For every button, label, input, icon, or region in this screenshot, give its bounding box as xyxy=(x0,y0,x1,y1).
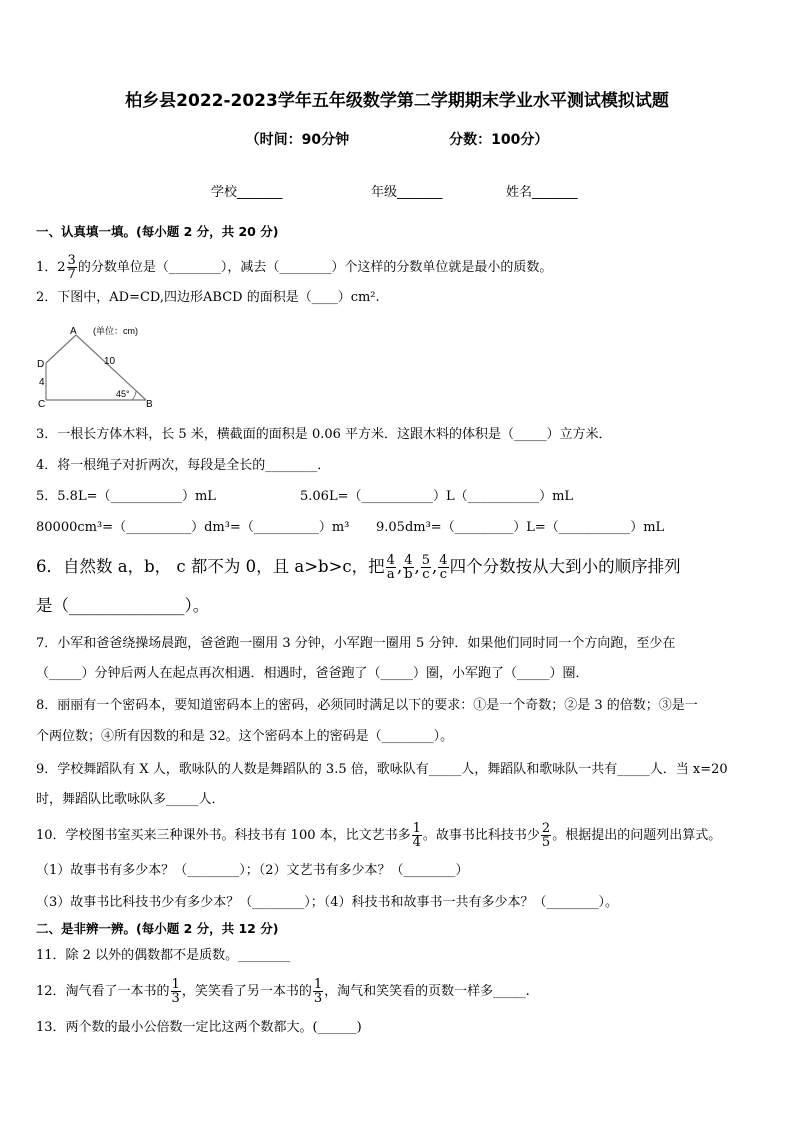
q12-text-mid: ，笑笑看了另一本书的 xyxy=(181,984,312,999)
question-8-line-2: 个两位数；④所有因数的和是 32。这个密码本上的密码是（________）。 xyxy=(36,729,454,744)
q5-part-d: 9.05dm³=（_________）L=（___________）mL xyxy=(376,520,665,535)
question-6: 6．自然数 a，b， c 都不为 0，且 a>b>c，把 $\frac{4}{a}$ , $\frac{4}{b}$ , $\frac{5}{c}$ , $\frac{4}{c}$ 四个分数按从大到小的顺序排列 xyxy=(36,553,681,582)
question-11: 11．除 2 以外的偶数都不是质数。________ xyxy=(36,948,291,963)
q6-f4-num: 4 xyxy=(439,553,448,568)
page-title: 柏乡县2022-2023学年五年级数学第二学期期末学业水平测试模拟试题 xyxy=(125,91,669,111)
angle-label: 45° xyxy=(116,389,130,399)
q6-f3-num: 5 xyxy=(421,553,431,568)
q12-f2-num: 1 xyxy=(313,977,323,992)
q10-text-end: 。根据提出的问题列出算式。 xyxy=(552,828,722,843)
q1-fraction xyxy=(67,254,77,281)
question-6-line-2: 是（______________）。 xyxy=(36,596,210,615)
question-2: 2．下图中，AD=CD,四边形ABCD 的面积是（____）cm². xyxy=(36,290,380,305)
q10-fraction-2 xyxy=(541,822,551,849)
q1-whole: 1．2 xyxy=(36,260,66,275)
q5-part-b: 5.06L=（___________）L（___________）mL xyxy=(300,489,574,504)
question-10-sub-2: （3）故事书比科技书少有多少本？（________）；（4）科技书和故事书一共有多少本？（________）。 xyxy=(36,895,619,910)
name-field: 姓名_______ xyxy=(506,185,578,200)
q6-text-start: 6．自然数 a，b， c 都不为 0，且 a>b>c，把 xyxy=(36,557,385,576)
question-3: 3．一根长方体木料，长 5 米，横截面的面积是 0.06 平方米．这跟木料的体积是（_____）立方米． xyxy=(36,427,612,442)
question-5-row-2 xyxy=(36,518,764,538)
side-dc-label: 4 xyxy=(39,377,45,388)
q1-text: 的分数单位是（________），减去（________）个这样的分数单位就是最小的质数。 xyxy=(77,260,553,275)
q12-f1-den: 3 xyxy=(171,991,180,1006)
question-1 xyxy=(36,254,764,281)
school-field: 学校_______ xyxy=(211,185,283,200)
question-4: 4．将一根绳子对折两次，每段是全长的________． xyxy=(36,458,331,473)
section-heading-2: 二、是非辨一辨。(每小题 2 分，共 12 分) xyxy=(36,921,279,936)
section-heading-1: 一、认真填一填。(每小题 2 分，共 20 分) xyxy=(36,224,279,239)
q6-fraction-2 xyxy=(403,554,413,581)
q12-text-end: ，淘气和笑笑看的页数一样多_____. xyxy=(324,984,530,999)
unit-label: (单位：cm) xyxy=(93,326,138,336)
trapezoid-figure xyxy=(36,322,166,412)
q10-text-mid: 。故事书比科技书少 xyxy=(422,828,540,843)
side-ab-label: 10 xyxy=(104,356,116,367)
question-5-row-1 xyxy=(36,487,764,507)
q10-f2-num: 2 xyxy=(541,821,551,836)
exam-subtitle xyxy=(0,129,794,149)
q10-f1-den: 4 xyxy=(412,835,421,850)
q6-f1-den: a xyxy=(386,567,395,582)
q1-numerator: 3 xyxy=(67,253,76,268)
question-8-line-1: 8．丽丽有一个密码本，要知道密码本上的密码，必须同时满足以下的要求：①是一个奇数；②是 3 的倍数；③是一 xyxy=(36,698,698,713)
q12-fraction-1 xyxy=(171,978,181,1005)
q10-fraction-1 xyxy=(412,822,422,849)
question-12 xyxy=(36,978,764,1006)
grade-field: 年级_______ xyxy=(371,185,443,200)
vertex-c-label: C xyxy=(38,399,46,410)
q5-part-c: 80000cm³=（__________）dm³=（__________）m³ xyxy=(36,520,350,535)
question-9-line-1: 9．学校舞蹈队有 X 人，歌咏队的人数是舞蹈队的 3.5 倍，歌咏队有_____人，舞蹈队和歌咏队一共有_____人．当 x=20 xyxy=(36,762,728,777)
q6-text-end: 四个分数按从大到小的顺序排列 xyxy=(449,557,681,576)
q6-fraction-3 xyxy=(421,554,431,581)
question-10-sub-1: （1）故事书有多少本？（________）；（2）文艺书有多少本？（________） xyxy=(36,863,469,878)
question-9-line-2: 时，舞蹈队比歌咏队多_____人． xyxy=(36,792,225,807)
question-7-line-2: （_____）分钟后两人在起点再次相遇．相遇时，爸爸跑了（_____）圈，小军跑了（_____）圈． xyxy=(36,666,589,681)
q5-part-a: 5．5.8L=（___________）mL xyxy=(36,489,216,504)
q6-f3-den: c xyxy=(422,567,430,582)
score-label: 分数：100分） xyxy=(449,132,549,148)
q6-f2-num: 4 xyxy=(404,553,413,568)
q12-f2-den: 3 xyxy=(313,991,323,1006)
question-13: 13．两个数的最小公倍数一定比这两个数都大。(______) xyxy=(36,1020,362,1035)
question-7-line-1: 7．小军和爸爸绕操场晨跑，爸爸跑一圈用 3 分钟，小军跑一圈用 5 分钟．如果他们同时同一个方向跑，至少在 xyxy=(36,636,676,651)
time-label: （时间：90分钟 xyxy=(245,132,350,148)
question-10 xyxy=(36,822,764,850)
vertex-d-label: D xyxy=(37,359,45,370)
q6-f2-den: b xyxy=(404,567,413,582)
q10-f1-num: 1 xyxy=(412,821,421,836)
q12-fraction-2 xyxy=(313,978,323,1005)
q10-f2-den: 5 xyxy=(541,835,551,850)
q6-f1-num: 4 xyxy=(386,553,395,568)
q12-text-start: 12．淘气看了一本书的 xyxy=(36,984,170,999)
q10-text-start: 10．学校图书室买来三种课外书。科技书有 100 本，比文艺书多 xyxy=(36,828,411,843)
vertex-b-label: B xyxy=(146,399,153,410)
q6-f4-den: c xyxy=(439,567,448,582)
vertex-a-label: A xyxy=(70,326,77,337)
q12-f1-num: 1 xyxy=(171,977,180,992)
q6-fraction-1 xyxy=(386,554,396,581)
q6-fraction-4 xyxy=(438,554,448,581)
q1-denominator: 7 xyxy=(67,267,76,282)
